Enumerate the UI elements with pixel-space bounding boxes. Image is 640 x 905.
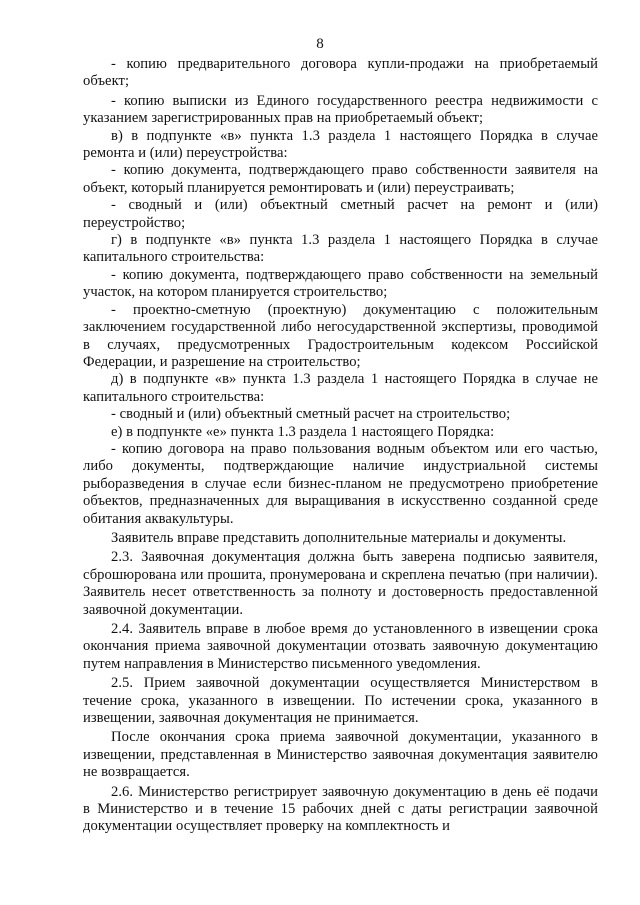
document-body: [83, 56, 598, 836]
paragraph-section-2-6: 2.6. Министерство регистрирует заявочную документацию в день её подачи в Министерство и в течение 15 рабочих дней с даты регистрации заявочной документации осуществляет проверку на комплектность и: [83, 783, 598, 835]
paragraph-section-2-4: 2.4. Заявитель вправе в любое время до установленного в извещении срока окончания приема заявочной документации отозвать заявочную документацию путем направления в Министерство письменного уведомления.: [83, 621, 598, 672]
page-number: 8: [316, 36, 324, 52]
paragraph-after-deadline: После окончания срока приема заявочной документации, указанного в извещении, представленная в Министерство заявочная документация заявителю не возвращается.: [83, 729, 598, 781]
paragraph-land-ownership: - копию документа, подтверждающего право собственности на земельный участок, на котором планируется строительство;: [83, 266, 598, 301]
paragraph-section-2-5: 2.5. Прием заявочной документации осуществляется Министерством в течение срока, указанного в извещении. По истечении срока, указанного в извещении, заявочная документация не принимается.: [83, 675, 598, 727]
paragraph-project-documentation: - проектно-сметную (проектную) документацию с положительным заключением государственной либо негосударственной экспертизы, проводимой в случаях, предусмотренных Градостроительным кодексом Российской Федерации, и разрешение на строительство;: [83, 301, 598, 370]
paragraph-water-use-agreement: - копию договора на право пользования водным объектом или его частью, либо документы, подтверждающие наличие индустриальной системы рыборазведения в случае если бизнес-планом не предусмотрено приобретение объектов, предназначенных для выращивания в искусственно созданной среде обитания аквакультуры.: [83, 440, 598, 527]
paragraph-ownership-document: - копию документа, подтверждающего право собственности заявителя на объект, который планируется ремонтировать и (или) переустраивать;: [83, 162, 598, 196]
paragraph-registry-extract: - копию выписки из Единого государственного реестра недвижимости с указанием зарегистрированных прав на приобретаемый объект;: [83, 92, 598, 127]
paragraph-construction-estimate: - сводный и (или) объектный сметный расчет на строительство;: [111, 406, 511, 423]
paragraph-item-g-capital-construction: г) в подпункте «в» пункта 1.3 раздела 1 настоящего Порядка в случае капитального строительства:: [83, 232, 598, 266]
paragraph-item-v-repair: в) в подпункте «в» пункта 1.3 раздела 1 настоящего Порядка в случае ремонта и (или) переустройства:: [83, 127, 598, 162]
paragraph-section-2-3: 2.3. Заявочная документация должна быть заверена подписью заявителя, сброшюрована или прошита, пронумерована и скреплена печатью (при наличии). Заявитель несет ответственность за полноту и достоверность предоставленной заявочной документации.: [83, 549, 598, 618]
paragraph-additional-materials: Заявитель вправе представить дополнительные материалы и документы.: [111, 529, 567, 546]
paragraph-item-d-noncapital: д) в подпункте «в» пункта 1.3 раздела 1 настоящего Порядка в случае не капитального строительства:: [83, 371, 598, 405]
paragraph-item-e: е) в подпункте «е» пункта 1.3 раздела 1 настоящего Порядка:: [111, 423, 495, 440]
paragraph-preliminary-contract: - копию предварительного договора купли-продажи на приобретаемый объект;: [83, 56, 598, 90]
paragraph-repair-estimate: - сводный и (или) объектный сметный расчет на ремонт и (или) переустройство;: [83, 197, 598, 231]
